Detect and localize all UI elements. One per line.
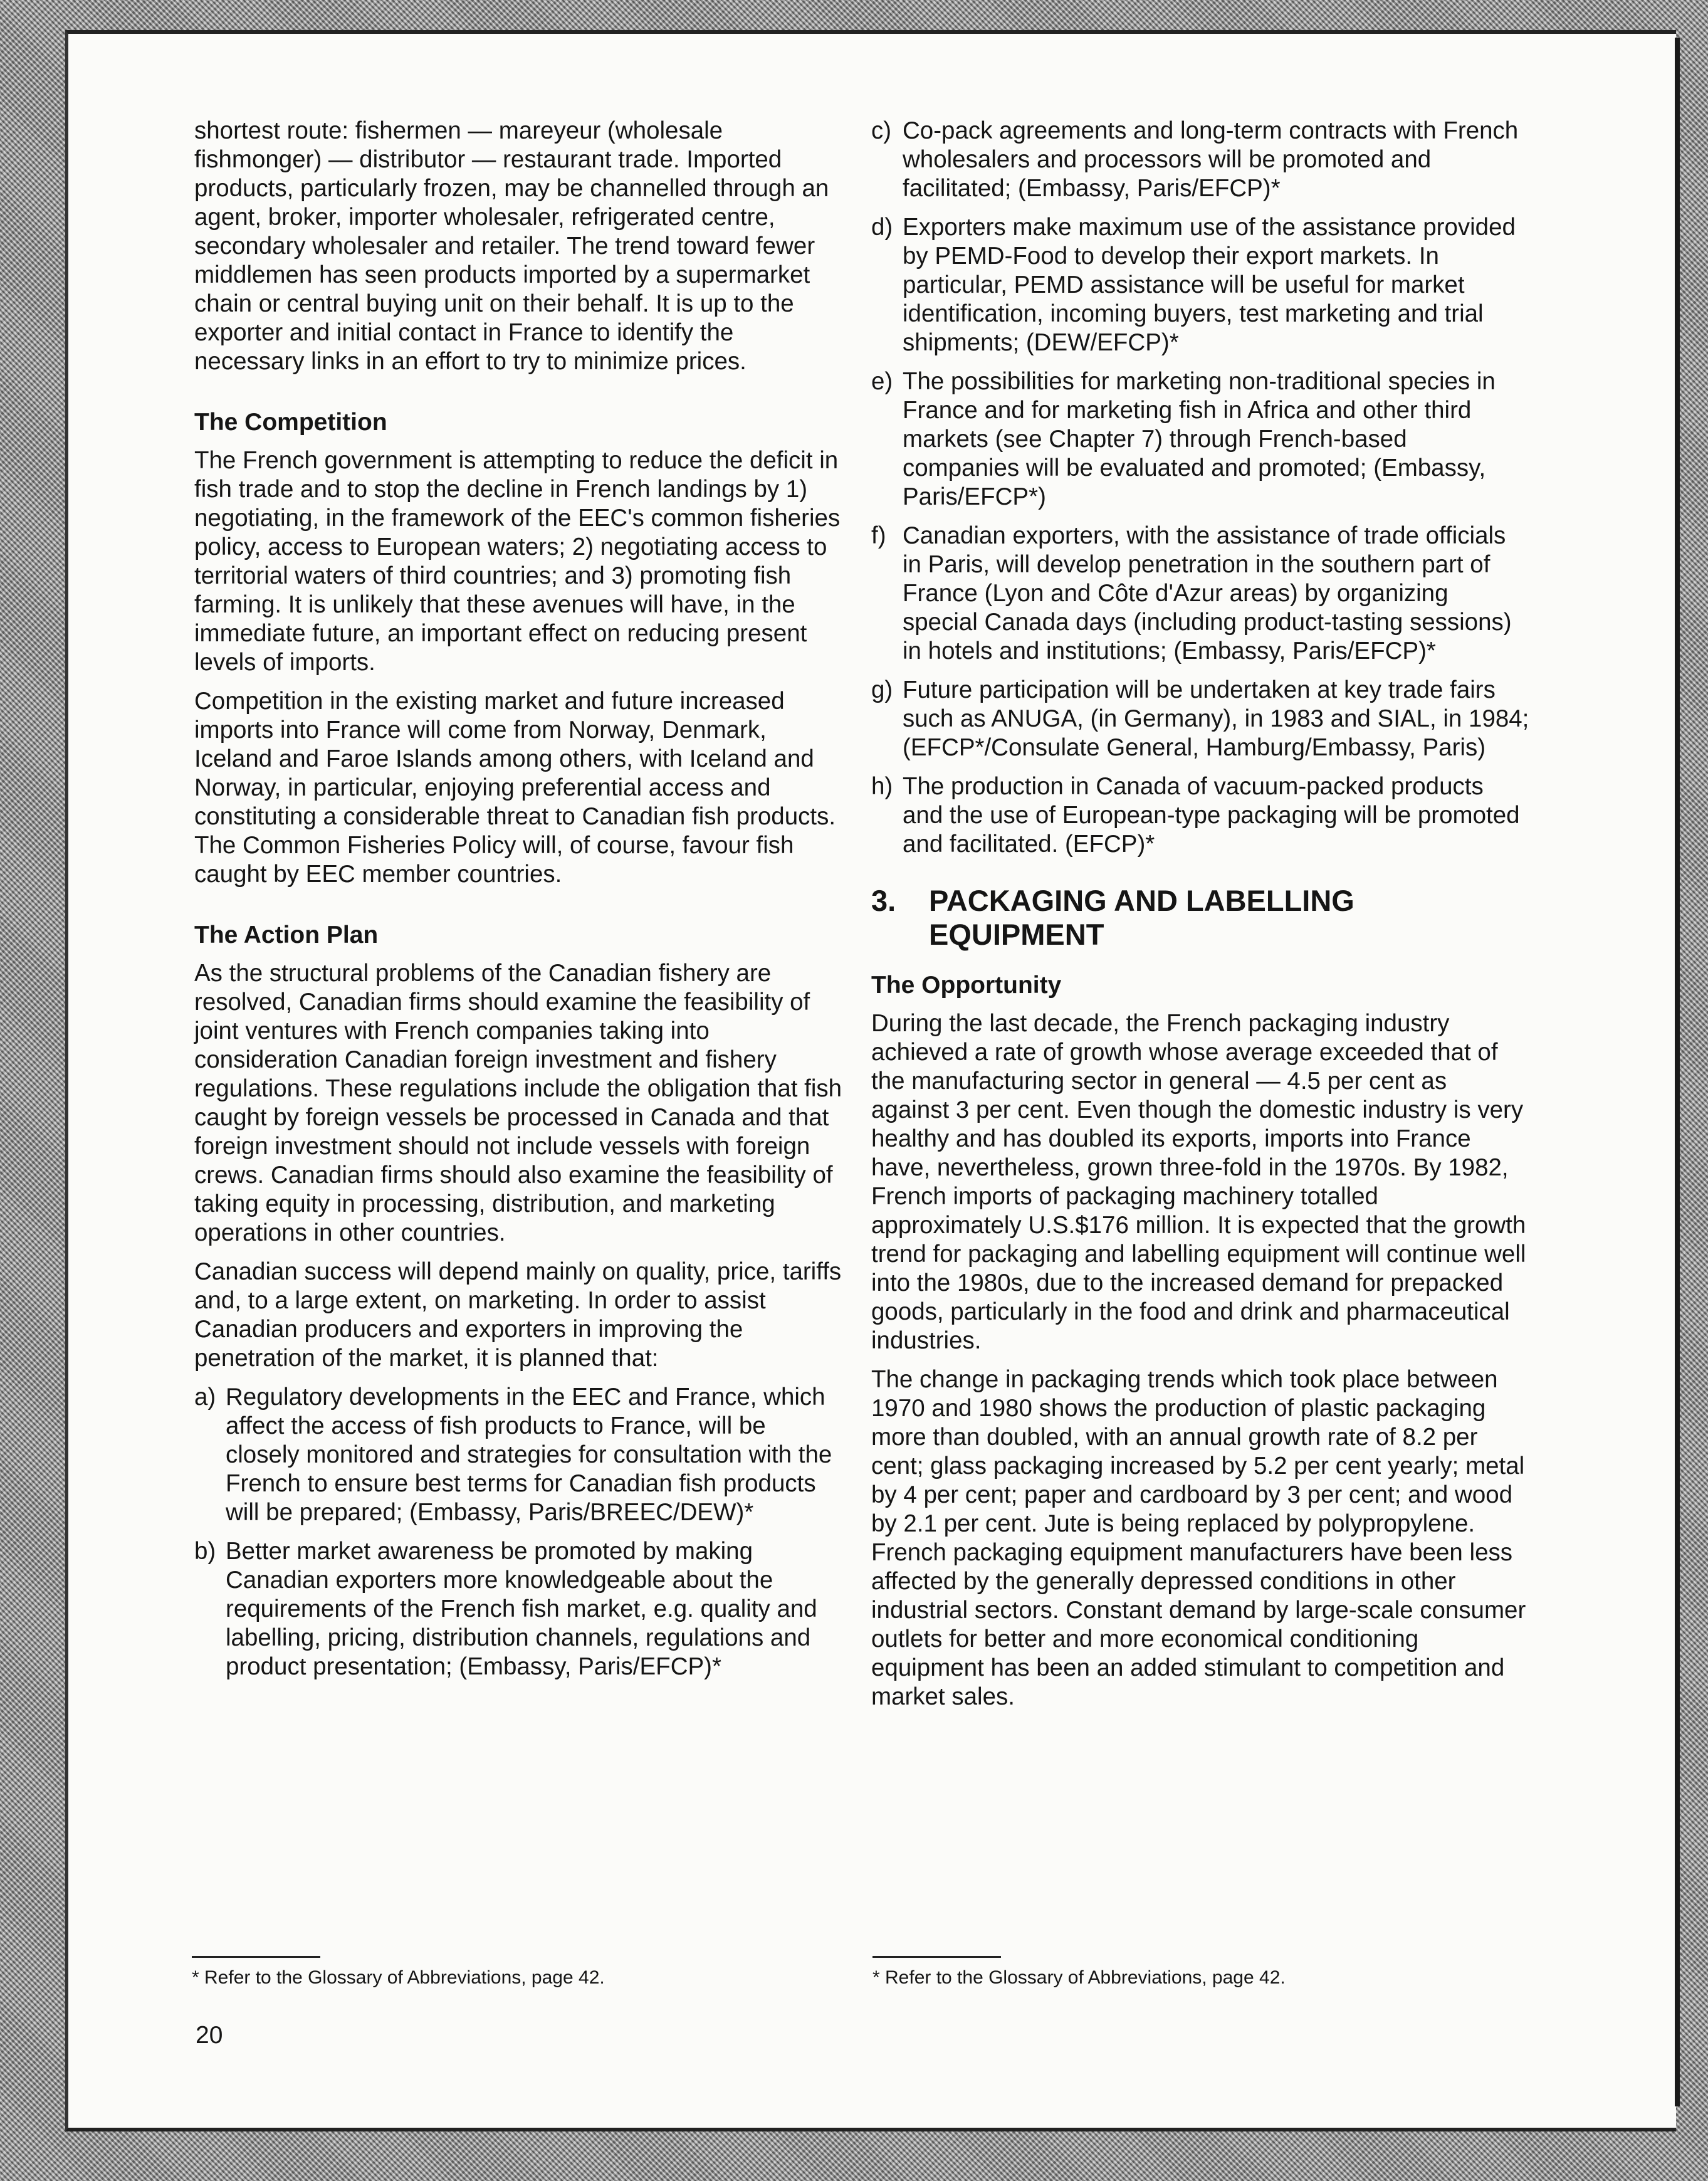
footnote-right: [872, 1956, 1286, 1989]
page-edge: [1675, 38, 1680, 2106]
list-item-text: Better market awareness be promoted by making Canadian exporters more knowledgeable about the requirements of the French fish market, e.g. quality and labelling, pricing, distribution channels, regulations and product presentation; (Embassy, Paris/EFCP)*: [226, 1538, 817, 1680]
list-item-text: Exporters make maximum use of the assistance provided by PEMD-Food to develop their export markets. In particular, PEMD assistance will be useful for market identification, incoming buyers, test marketing and trial shipments; (DEW/EFCP)*: [903, 214, 1516, 356]
action-plan-paragraph-1: As the structural problems of the Canadian fishery are resolved, Canadian firms should examine the feasibility of joint ventures with French companies taking into consideration Canadian foreign investment and fishery regulations. These regulations include the obligation that fish caught by foreign vessels be processed in Canada and that foreign investment should not include vessels with foreign crews. Canadian firms should also examine the feasibility of taking equity in processing, distribution, and marketing operations in other countries.: [194, 960, 842, 1246]
right-column: [871, 117, 1529, 1721]
footnote-rule: [192, 1956, 320, 1958]
list-item: [871, 367, 1529, 512]
list-item: [871, 522, 1529, 666]
competition-heading: The Competition: [194, 409, 387, 436]
list-item: [871, 117, 1529, 203]
opportunity-paragraph-2: The change in packaging trends which took place between 1970 and 1980 shows the production of plastic packaging more than doubled, with an annual growth rate of 8.2 per cent; glass packaging increased by 5.2 per cent yearly; metal by 4 per cent; paper and cardboard by 3 per cent; and wood by 2.1 per cent. Jute is being replaced by polypropylene. French packaging equipment manufacturers have been less affected by the generally depressed conditions in other industrial sectors. Constant demand by large-scale consumer outlets for better and more economical conditioning equipment has been an added stimulant to competition and market sales.: [871, 1366, 1526, 1710]
section-title: PACKAGING AND LABELLING EQUIPMENT: [929, 884, 1354, 951]
footnote-left: [192, 1956, 605, 1989]
action-plan-heading: The Action Plan: [194, 922, 379, 949]
list-item-text: The possibilities for marketing non-traditional species in France and for marketing fish in Africa and other third markets (see Chapter 7) through French-based companies will be evaluated and promoted; (Embassy, Paris/EFCP*): [903, 368, 1496, 510]
footnote-text: * Refer to the Glossary of Abbreviations, page 42.: [192, 1967, 605, 1988]
list-item-label: h): [871, 773, 893, 800]
list-item: [871, 213, 1529, 357]
list-item: [871, 676, 1529, 762]
list-item: [194, 1537, 846, 1681]
list-item-label: b): [194, 1538, 216, 1565]
opportunity-paragraph-1: During the last decade, the French packaging industry achieved a rate of growth whose average exceeded that of the manufacturing sector in general — 4.5 per cent as against 3 per cent. Even though the domestic industry is very healthy and has doubled its exports, imports into France have, nevertheless, grown three-fold in the 1970s. By 1982, French imports of packaging machinery totalled approximately U.S.$176 million. It is expected that the growth trend for packaging and labelling equipment will continue well into the 1980s, due to the increased demand for prepacked goods, particularly in the food and drink and pharmaceutical industries.: [871, 1010, 1526, 1354]
competition-paragraph-1: The French government is attempting to reduce the deficit in fish trade and to stop the decline in French landings by 1) negotiating, in the framework of the EEC's common fisheries policy, access to European waters; 2) negotiating access to territorial waters of third countries; and 3) promoting fish farming. It is unlikely that these avenues will have, in the immediate future, an important effect on reducing present levels of imports.: [194, 447, 841, 676]
section-heading: [871, 884, 1529, 952]
list-item-text: The production in Canada of vacuum-packed products and the use of European-type packaging will be promoted and facilitated. (EFCP)*: [903, 773, 1520, 858]
list-item: [871, 772, 1529, 859]
action-plan-paragraph-2: Canadian success will depend mainly on quality, price, tariffs and, to a large extent, on marketing. In order to assist Canadian producers and exporters in improving the penetration of the market, it is planned that:: [194, 1258, 842, 1372]
footnote-text: * Refer to the Glossary of Abbreviations, page 42.: [872, 1967, 1286, 1988]
competition-paragraph-2: Competition in the existing market and future increased imports into France will come from Norway, Denmark, Iceland and Faroe Islands among others, with Iceland and Norway, in particular, enjoying preferential access and constituting a considerable threat to Canadian fish products. The Common Fisheries Policy will, of course, favour fish caught by EEC member countries.: [194, 688, 836, 888]
list-item-text: Canadian exporters, with the assistance of trade officials in Paris, will develop penetration in the southern part of France (Lyon and Côte d'Azur areas) by organizing special Canada days (including product-tasting sessions) in hotels and institutions; (Embassy, Paris/EFCP)*: [903, 522, 1512, 665]
list-item-label: a): [194, 1384, 216, 1411]
page-number: 20: [196, 2022, 223, 2049]
list-item-label: f): [871, 522, 886, 549]
intro-paragraph: shortest route: fishermen — mareyeur (wholesale fishmonger) — distributor — restaurant trade. Imported products, particularly frozen, may be channelled through an agent, broker, importer wholesaler, refrigerated centre, secondary wholesaler and retailer. The trend toward fewer middlemen has seen products imported by a supermarket chain or central buying unit on their behalf. It is up to the exporter and initial contact in France to identify the necessary links in an effort to try to minimize prices.: [194, 117, 829, 375]
list-item-text: Co-pack agreements and long-term contracts with French wholesalers and processors will be promoted and facilitated; (Embassy, Paris/EFCP)*: [903, 117, 1519, 202]
left-column: [194, 117, 846, 1691]
opportunity-heading: The Opportunity: [871, 972, 1062, 999]
list-item: [194, 1383, 846, 1527]
footnote-rule: [872, 1956, 1001, 1958]
list-item-text: Future participation will be undertaken at key trade fairs such as ANUGA, (in Germany), in 1983 and SIAL, in 1984; (EFCP*/Consulate General, Hamburg/Embassy, Paris): [903, 676, 1529, 761]
list-item-label: c): [871, 117, 892, 144]
list-item-label: e): [871, 368, 893, 395]
list-item-label: d): [871, 214, 893, 241]
list-item-label: g): [871, 676, 893, 703]
list-item-text: Regulatory developments in the EEC and France, which affect the access of fish products to France, will be closely monitored and strategies for consultation with the French to ensure best terms for Canadian fish products will be prepared; (Embassy, Paris/BREEC/DEW)*: [226, 1384, 832, 1526]
section-number: 3.: [871, 884, 896, 917]
